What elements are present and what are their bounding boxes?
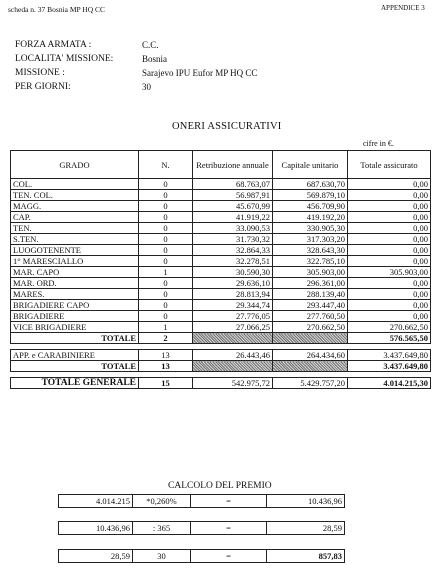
totale-generale-capitale: 5.429.757,20	[273, 378, 348, 389]
calc-operator: 30	[133, 550, 191, 563]
totale-generale-label: TOTALE GENERALE	[11, 378, 139, 389]
appendix-label: APPENDICE 3	[381, 4, 425, 12]
totale-n: 2	[139, 333, 193, 344]
rank-rows	[11, 179, 431, 333]
calc-operand: 28,59	[59, 550, 133, 563]
n-cell: 0	[139, 278, 193, 289]
localita-value: Bosnia	[142, 54, 168, 64]
totale-cell: 0,00	[348, 201, 431, 212]
table-row	[11, 234, 431, 245]
retribuzione-cell: 27.776,05	[193, 311, 273, 322]
totale-cell: 0,00	[348, 300, 431, 311]
retribuzione-cell: 33.090,53	[193, 223, 273, 234]
calc-operand: 10.436,96	[59, 522, 133, 535]
totale-cell: 0,00	[348, 234, 431, 245]
retribuzione-cell: 32.864,33	[193, 245, 273, 256]
capitale-cell: 569.879,10	[273, 190, 348, 201]
totale-generale-n: 15	[139, 378, 193, 389]
grado-cell: MAR. CAPO	[11, 267, 139, 278]
totale-cell: 0,00	[348, 223, 431, 234]
retribuzione-cell: 29.636,10	[193, 278, 273, 289]
capitale-cell: 288.139,40	[273, 289, 348, 300]
capitale-cell: 264.434,60	[273, 350, 348, 361]
capitale-cell: 687.630,70	[273, 179, 348, 190]
missione-value: Sarajevo IPU Eufor MP HQ CC	[142, 68, 258, 78]
grado-cell: 1° MARESCIALLO	[11, 256, 139, 267]
col-retribuzione-header: Retribuzione annuale	[193, 151, 273, 179]
col-grado-header: GRADO	[11, 151, 139, 179]
n-cell: 0	[139, 300, 193, 311]
capitale-cell: 317.303,20	[273, 234, 348, 245]
table-row	[11, 311, 431, 322]
capitale-cell: 322.785,10	[273, 256, 348, 267]
forza-armata-value: C.C.	[142, 40, 159, 50]
forza-armata-label: FORZA ARMATA :	[15, 40, 92, 50]
capitale-cell: 305.903,00	[273, 267, 348, 278]
table-row	[11, 300, 431, 311]
retribuzione-cell: 68.763,07	[193, 179, 273, 190]
n-cell: 0	[139, 201, 193, 212]
hatched-cell	[273, 361, 348, 372]
grado-cell: MARES.	[11, 289, 139, 300]
totale-generale-amount: 4.014.215,30	[348, 378, 431, 389]
totale-cell: 270.662,50	[348, 322, 431, 333]
n-cell: 1	[139, 322, 193, 333]
n-cell: 0	[139, 212, 193, 223]
table-row	[11, 179, 431, 190]
capitale-cell: 277.760,50	[273, 311, 348, 322]
calc-operand: 4.014.215	[59, 495, 133, 508]
totale-amount: 3.437.649,80	[348, 361, 431, 372]
totale-generale-row	[11, 378, 431, 389]
hatched-cell	[193, 361, 273, 372]
giorni-label: PER GIORNI:	[15, 82, 71, 92]
n-cell: 0	[139, 179, 193, 190]
hatched-cell	[193, 333, 273, 344]
n-cell: 13	[139, 350, 193, 361]
retribuzione-cell: 45.670,99	[193, 201, 273, 212]
grado-cell: LUOGOTENENTE	[11, 245, 139, 256]
table-row	[11, 201, 431, 212]
grado-cell: CAP.	[11, 212, 139, 223]
totale-cell: 0,00	[348, 190, 431, 201]
insurance-table	[10, 150, 431, 389]
retribuzione-cell: 32.278,51	[193, 256, 273, 267]
grado-cell: APP. e CARABINIERE	[11, 350, 139, 361]
hatched-cell	[273, 333, 348, 344]
col-totale-header: Totale assicurato	[348, 151, 431, 179]
table-title: ONERI ASSICURATIVI	[172, 121, 282, 132]
totale-cell: 3.437.649,80	[348, 350, 431, 361]
table-row	[11, 256, 431, 267]
totale-cell: 0,00	[348, 179, 431, 190]
calc-row-2	[58, 521, 345, 535]
calc-result: 857,83	[267, 550, 345, 563]
capitale-cell: 330.905,30	[273, 223, 348, 234]
totale-cell: 0,00	[348, 289, 431, 300]
totale-cell: 0,00	[348, 245, 431, 256]
capitale-cell: 419.192,20	[273, 212, 348, 223]
totale-row-1	[11, 333, 431, 344]
n-cell: 1	[139, 267, 193, 278]
retribuzione-cell: 26.443,46	[193, 350, 273, 361]
totale-row-2	[11, 361, 431, 372]
sheet-reference: scheda n. 37 Bosnia MP HQ CC	[8, 5, 106, 14]
calc-row-1	[58, 494, 345, 508]
capitale-cell: 456.709,90	[273, 201, 348, 212]
totale-amount: 576.565,50	[348, 333, 431, 344]
grado-cell: TEN. COL.	[11, 190, 139, 201]
grado-cell: BRIGADIERE	[11, 311, 139, 322]
capitale-cell: 270.662,50	[273, 322, 348, 333]
capitale-cell: 296.361,00	[273, 278, 348, 289]
grado-cell: VICE BRIGADIERE	[11, 322, 139, 333]
grado-cell: S.TEN.	[11, 234, 139, 245]
calc-result: 10.436,96	[267, 495, 345, 508]
calc-operator: : 365	[133, 522, 191, 535]
col-capitale-header: Capitale unitario	[273, 151, 348, 179]
n-cell: 0	[139, 289, 193, 300]
retribuzione-cell: 27.066,25	[193, 322, 273, 333]
table-row	[11, 245, 431, 256]
table-row	[11, 212, 431, 223]
totale-n: 13	[139, 361, 193, 372]
n-cell: 0	[139, 223, 193, 234]
grado-cell: MAR. ORD.	[11, 278, 139, 289]
calc-operator: *0,260%	[133, 495, 191, 508]
calcolo-premio-title: CALCOLO DEL PREMIO	[168, 481, 272, 491]
totale-cell: 0,00	[348, 212, 431, 223]
calc-equals: =	[191, 550, 267, 563]
retribuzione-cell: 30.590,30	[193, 267, 273, 278]
capitale-cell: 293.447,40	[273, 300, 348, 311]
calc-equals: =	[191, 495, 267, 508]
totale-cell: 0,00	[348, 278, 431, 289]
table-header-row	[11, 151, 431, 179]
n-cell: 0	[139, 245, 193, 256]
retribuzione-cell: 29.344,74	[193, 300, 273, 311]
table-row	[11, 322, 431, 333]
retribuzione-cell: 56.987,91	[193, 190, 273, 201]
retribuzione-cell: 28.813,94	[193, 289, 273, 300]
grado-cell: COL.	[11, 179, 139, 190]
calc-result: 28,59	[267, 522, 345, 535]
capitale-cell: 328.643,30	[273, 245, 348, 256]
giorni-value: 30	[142, 82, 151, 92]
n-cell: 0	[139, 190, 193, 201]
retribuzione-cell: 41.919,22	[193, 212, 273, 223]
table-row	[11, 267, 431, 278]
totale-cell: 0,00	[348, 311, 431, 322]
grado-cell: BRIGADIERE CAPO	[11, 300, 139, 311]
totale-label: TOTALE	[11, 361, 139, 372]
currency-note: cifre in €.	[363, 139, 394, 148]
calc-equals: =	[191, 522, 267, 535]
totale-cell: 0,00	[348, 256, 431, 267]
totale-label: TOTALE	[11, 333, 139, 344]
localita-label: LOCALITA' MISSIONE:	[15, 54, 114, 64]
retribuzione-cell: 31.730,32	[193, 234, 273, 245]
totale-generale-retribuzione: 542.975,72	[193, 378, 273, 389]
missione-label: MISSIONE :	[15, 68, 65, 78]
n-cell: 0	[139, 311, 193, 322]
calc-row-3	[58, 549, 345, 563]
n-cell: 0	[139, 234, 193, 245]
n-cell: 0	[139, 256, 193, 267]
col-n-header: N.	[139, 151, 193, 179]
table-row	[11, 278, 431, 289]
grado-cell: TEN.	[11, 223, 139, 234]
table-row	[11, 223, 431, 234]
table-row	[11, 289, 431, 300]
grado-cell: MAGG.	[11, 201, 139, 212]
app-carabiniere-row	[11, 350, 431, 361]
totale-cell: 305.903,00	[348, 267, 431, 278]
table-row	[11, 190, 431, 201]
